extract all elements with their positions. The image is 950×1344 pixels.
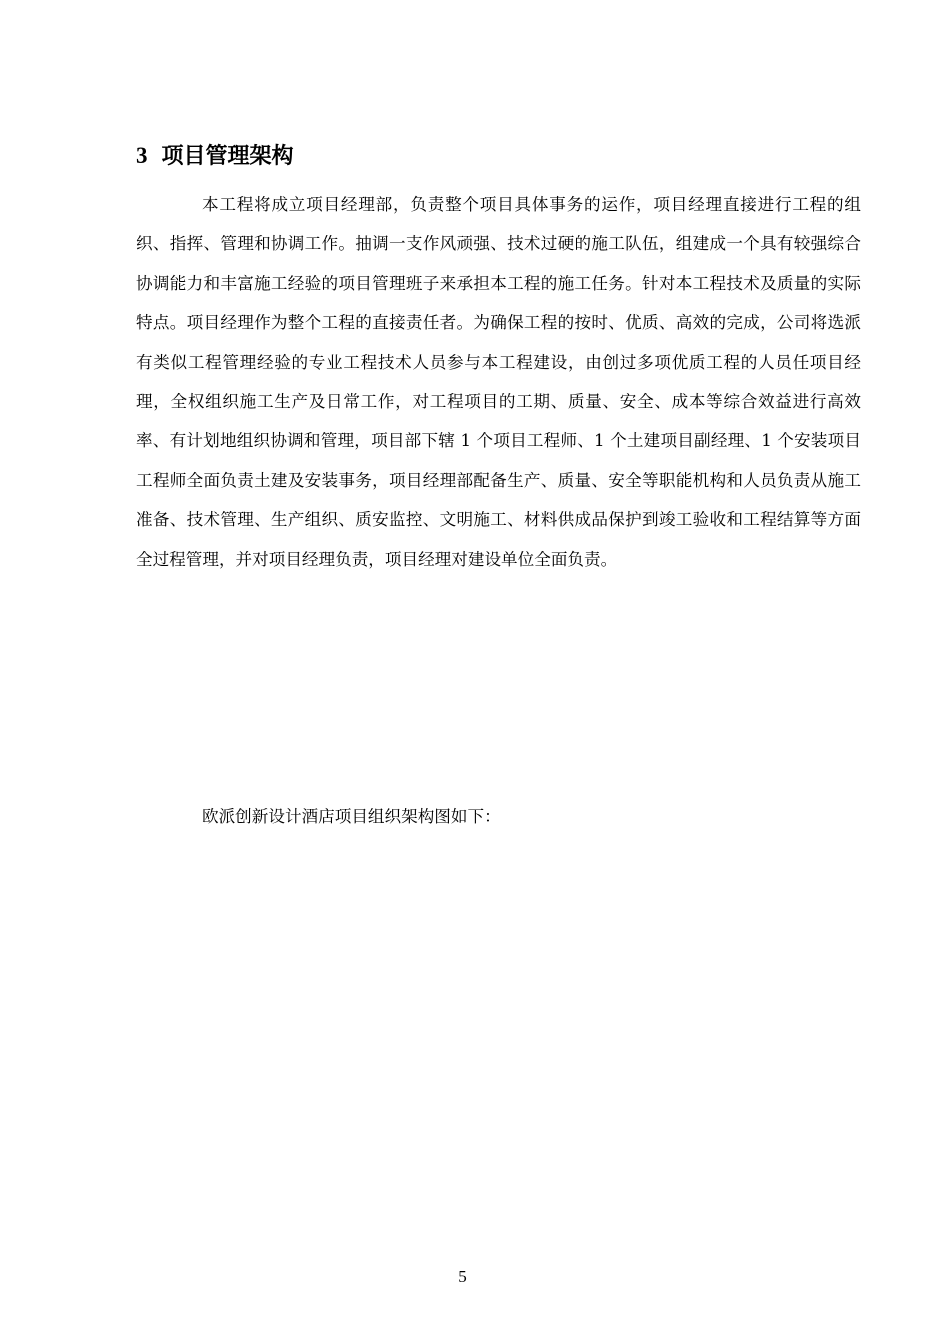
body-paragraph: 本工程将成立项目经理部，负责整个项目具体事务的运作，项目经理直接进行工程的组织、指挥、管理和协调工作。抽调一支作风顽强、技术过硬的施工队伍，组建成一个具有较强综合协调能力和丰富施工经验的项目管理班子来承担本工程的施工任务。针对本工程技术及质量的实际特点。项目经理作为整个工程的直接责任者。为确保工程的按时、优质、高效的完成，公司将选派有类似工程管理经验的专业工程技术人员参与本工程建设，由创过多项优质工程的人员任项目经理，全权组织施工生产及日常工作，对工程项目的工期、质量、安全、成本等综合效益进行高效率、有计划地组织协调和管理，项目部下辖 1 个项目工程师、1 个土建项目副经理、1 个安装项目工程师全面负责土建及安装事务，项目经理部配备生产、质量、安全等职能机构和人员负责从施工准备、技术管理、生产组织、质安监控、文明施工、材料供成品保护到竣工验收和工程结算等方面全过程管理，并对项目经理负责，项目经理对建设单位全面负责。 bbox=[136, 195, 861, 569]
section-heading bbox=[136, 136, 294, 177]
section-number: 3 bbox=[136, 143, 148, 168]
page-number: 5 bbox=[458, 1267, 467, 1286]
org-chart-intro: 欧派创新设计酒店项目组织架构图如下： bbox=[202, 807, 501, 826]
section-title: 项目管理架构 bbox=[161, 144, 294, 169]
